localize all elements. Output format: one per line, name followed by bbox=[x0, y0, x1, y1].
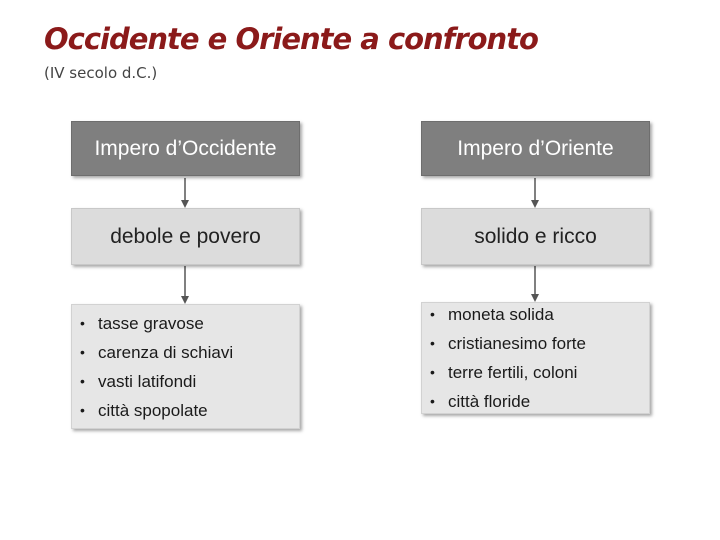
bullet-icon: • bbox=[430, 364, 435, 380]
bullet-icon: • bbox=[80, 314, 85, 331]
bullet-icon: • bbox=[430, 393, 435, 409]
west-state-box bbox=[71, 208, 300, 265]
east-header-box bbox=[421, 121, 650, 176]
west-header-box bbox=[71, 121, 300, 176]
list-item: • moneta solida bbox=[430, 300, 586, 329]
bullet-icon: • bbox=[80, 343, 85, 360]
east-factors-box bbox=[421, 302, 650, 414]
east-state-label: solido e ricco bbox=[474, 224, 597, 248]
east-factors-list bbox=[430, 300, 586, 416]
list-item: • città floride bbox=[430, 387, 586, 416]
list-item: • cristianesimo forte bbox=[430, 329, 586, 358]
page-title: Occidente e Oriente a confronto bbox=[44, 22, 538, 56]
list-item: • vasti latifondi bbox=[80, 367, 233, 396]
bullet-icon: • bbox=[80, 372, 85, 389]
west-header-label: Impero d’Occidente bbox=[94, 136, 277, 160]
bullet-icon: • bbox=[430, 306, 435, 322]
list-item: • città spopolate bbox=[80, 396, 233, 425]
east-header-label: Impero d’Oriente bbox=[457, 136, 614, 160]
west-state-label: debole e povero bbox=[110, 224, 261, 248]
list-item: • terre fertili, coloni bbox=[430, 358, 586, 387]
bullet-icon: • bbox=[80, 401, 85, 418]
list-item: • tasse gravose bbox=[80, 309, 233, 338]
west-causes-list bbox=[80, 309, 233, 425]
east-state-box bbox=[421, 208, 650, 265]
page-subtitle: (IV secolo d.C.) bbox=[44, 64, 158, 82]
west-causes-box bbox=[71, 304, 300, 429]
bullet-icon: • bbox=[430, 335, 435, 351]
list-item: • carenza di schiavi bbox=[80, 338, 233, 367]
